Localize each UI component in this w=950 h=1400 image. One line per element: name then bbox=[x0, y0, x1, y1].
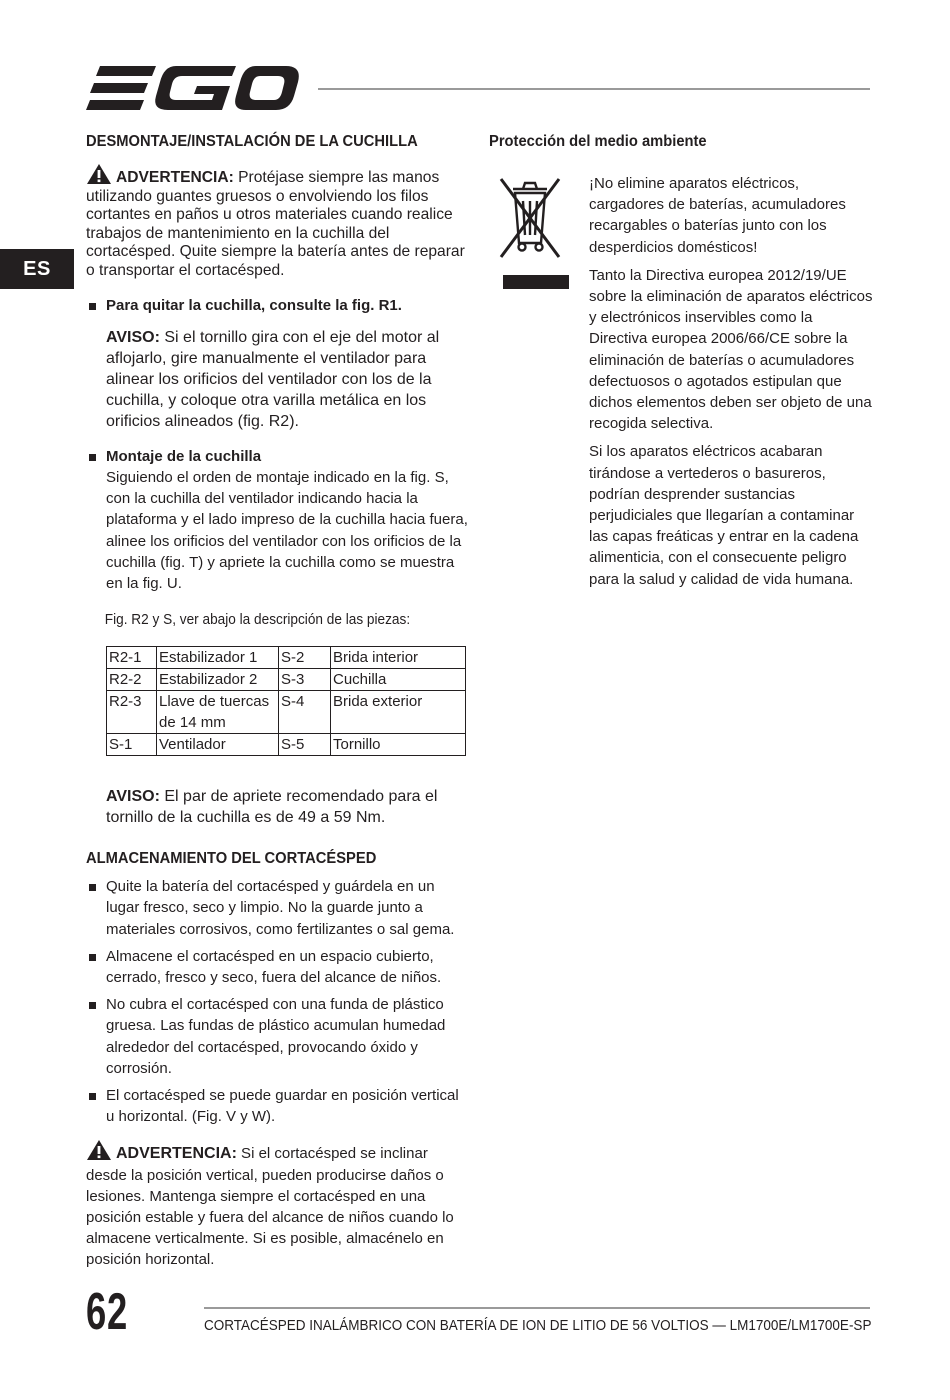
warning-blade bbox=[86, 163, 468, 281]
header-rule bbox=[318, 88, 870, 90]
mount-text: Siguiendo el orden de montaje indicado en la fig. S, con la cuchilla del ventilador indicando hacia la plataforma y el lado impreso de la cuchilla hacia fuera, alinee los orificios del ventilador con los orificios de la cuchilla (fig. T) y apriete la cuchilla como se muestra en la fig. U. bbox=[106, 468, 468, 592]
table-cell: Ventilador bbox=[157, 734, 279, 756]
table-cell: S-2 bbox=[279, 647, 331, 669]
environment-text bbox=[589, 173, 874, 597]
footer-rule bbox=[204, 1307, 870, 1309]
notice-text: El par de apriete recomendado para el tornillo de la cuchilla es de 49 a 59 Nm. bbox=[106, 788, 438, 827]
notice-label: AVISO: bbox=[106, 788, 160, 806]
list-item: No cubra el cortacésped con una funda de plástico gruesa. Las fundas de plástico acumulan humedad alrededor del cortacésped, provocando óxido y corrosión. bbox=[86, 994, 468, 1079]
language-tab: ES bbox=[0, 249, 74, 289]
bullet-remove-blade: Para quitar la cuchilla, consulte la fig. R1. bbox=[86, 295, 468, 316]
warning-text: Protéjase siempre las manos utilizando guantes gruesos o envolviendo los filos cortantes en paños u otros materiales cuando realice trabajos de mantenimiento en la cuchilla del cortacésped. Quite siempre la batería antes de reparar o transportar el cortacésped. bbox=[86, 169, 465, 279]
table-cell: R2-1 bbox=[107, 647, 157, 669]
heading-blade-removal: DESMONTAJE/INSTALACIÓN DE LA CUCHILLA bbox=[86, 133, 418, 150]
table-cell: Cuchilla bbox=[331, 669, 466, 691]
crossed-bin-icon bbox=[489, 173, 571, 293]
table-cell: S-1 bbox=[107, 734, 157, 756]
bullet-mount-blade bbox=[86, 446, 468, 594]
list-item: Quite la batería del cortacésped y guárdela en un lugar fresco, seco y limpio. No la guarde junto a materiales corrosivos, como fertilizantes o sal gema. bbox=[86, 876, 468, 940]
ego-logo-graphic bbox=[86, 62, 300, 114]
paragraph: Tanto la Directiva europea 2012/19/UE sobre la eliminación de aparatos eléctricos y electrónicos inservibles como la Directiva europea 2006/66/CE sobre la eliminación de baterías o acumuladores defectuosos o agotados estipulan que dichos elementos deben ser objeto de una recogida selectiva. bbox=[589, 266, 873, 433]
table-row bbox=[107, 669, 466, 691]
table-cell: R2-3 bbox=[107, 691, 157, 734]
table-cell: Tornillo bbox=[331, 734, 466, 756]
footer-title: CORTACÉSPED INALÁMBRICO CON BATERÍA DE ION DE LITIO DE 56 VOLTIOS — LM1700E/LM1700E-SP bbox=[204, 1317, 872, 1334]
table-cell: Llave de tuercas de 14 mm bbox=[157, 691, 279, 734]
table-row bbox=[107, 691, 466, 734]
parts-table bbox=[106, 646, 466, 756]
bullet-list-mount bbox=[86, 446, 468, 594]
table-cell: Estabilizador 1 bbox=[157, 647, 279, 669]
environment-section bbox=[489, 173, 874, 597]
page-number: 62 bbox=[86, 1283, 128, 1341]
weee-icon-block bbox=[489, 173, 589, 597]
warning-label: ADVERTENCIA: bbox=[116, 169, 234, 186]
table-cell: S-5 bbox=[279, 734, 331, 756]
heading-environment: Protección del medio ambiente bbox=[489, 133, 707, 150]
heading-storage: ALMACENAMIENTO DEL CORTACÉSPED bbox=[86, 850, 377, 868]
warning-label: ADVERTENCIA: bbox=[116, 1145, 237, 1163]
table-cell: S-4 bbox=[279, 691, 331, 734]
left-column bbox=[86, 133, 468, 1271]
notice-bolt bbox=[86, 327, 468, 432]
paragraph: Si los aparatos eléctricos acabaran tirándose a vertederos o basureros, podrían desprender sustancias perjudiciales que llegarían a contaminar las capas freáticas y entrar en la cadena alimenticia, con el consecuente peligro para la salud y calidad de vida humana. bbox=[589, 443, 859, 588]
notice-text: Si el tornillo gira con el eje del motor al aflojarlo, gire manualmente el ventilador para alinear los orificios del ventilador con los de la cuchilla, y coloque otra varilla metálica en los orificios alineados (fig. R2). bbox=[106, 328, 440, 430]
warning-triangle-icon bbox=[86, 1139, 112, 1161]
table-cell: Brida interior bbox=[331, 647, 466, 669]
fig-parts-line: Fig. R2 y S, ver abajo la descripción de las piezas: bbox=[104, 612, 411, 629]
notice-torque bbox=[86, 786, 468, 828]
list-item: El cortacésped se puede guardar en posición vertical u horizontal. (Fig. V y W). bbox=[86, 1085, 468, 1127]
table-cell: Estabilizador 2 bbox=[157, 669, 279, 691]
mount-title: Montaje de la cuchilla bbox=[106, 447, 262, 465]
right-column bbox=[489, 133, 874, 597]
warning-text: Si el cortacésped se inclinar desde la posición vertical, pueden producirse daños o lesiones. Mantenga siempre el cortacésped en una posición estable y fuera del alcance de niños cuando lo almacene verticalmente. Si es posible, almacénelo en posición horizontal. bbox=[86, 1145, 454, 1269]
paragraph: ¡No elimine aparatos eléctricos, cargadores de baterías, acumuladores recargables o baterías junto con los desperdicios domésticos! bbox=[589, 175, 846, 256]
warning-storage bbox=[86, 1139, 468, 1270]
table-cell: R2-2 bbox=[107, 669, 157, 691]
list-item: Almacene el cortacésped en un espacio cubierto, cerrado, fresco y seco, fuera del alcance de niños. bbox=[86, 946, 468, 988]
notice-label: AVISO: bbox=[106, 328, 160, 346]
warning-triangle-icon bbox=[86, 163, 112, 185]
ego-logo bbox=[86, 62, 300, 114]
table-cell: S-3 bbox=[279, 669, 331, 691]
table-row bbox=[107, 647, 466, 669]
bullet-list-remove bbox=[86, 295, 468, 316]
table-row bbox=[107, 734, 466, 756]
table-cell: Brida exterior bbox=[331, 691, 466, 734]
storage-bullets bbox=[86, 876, 468, 1127]
